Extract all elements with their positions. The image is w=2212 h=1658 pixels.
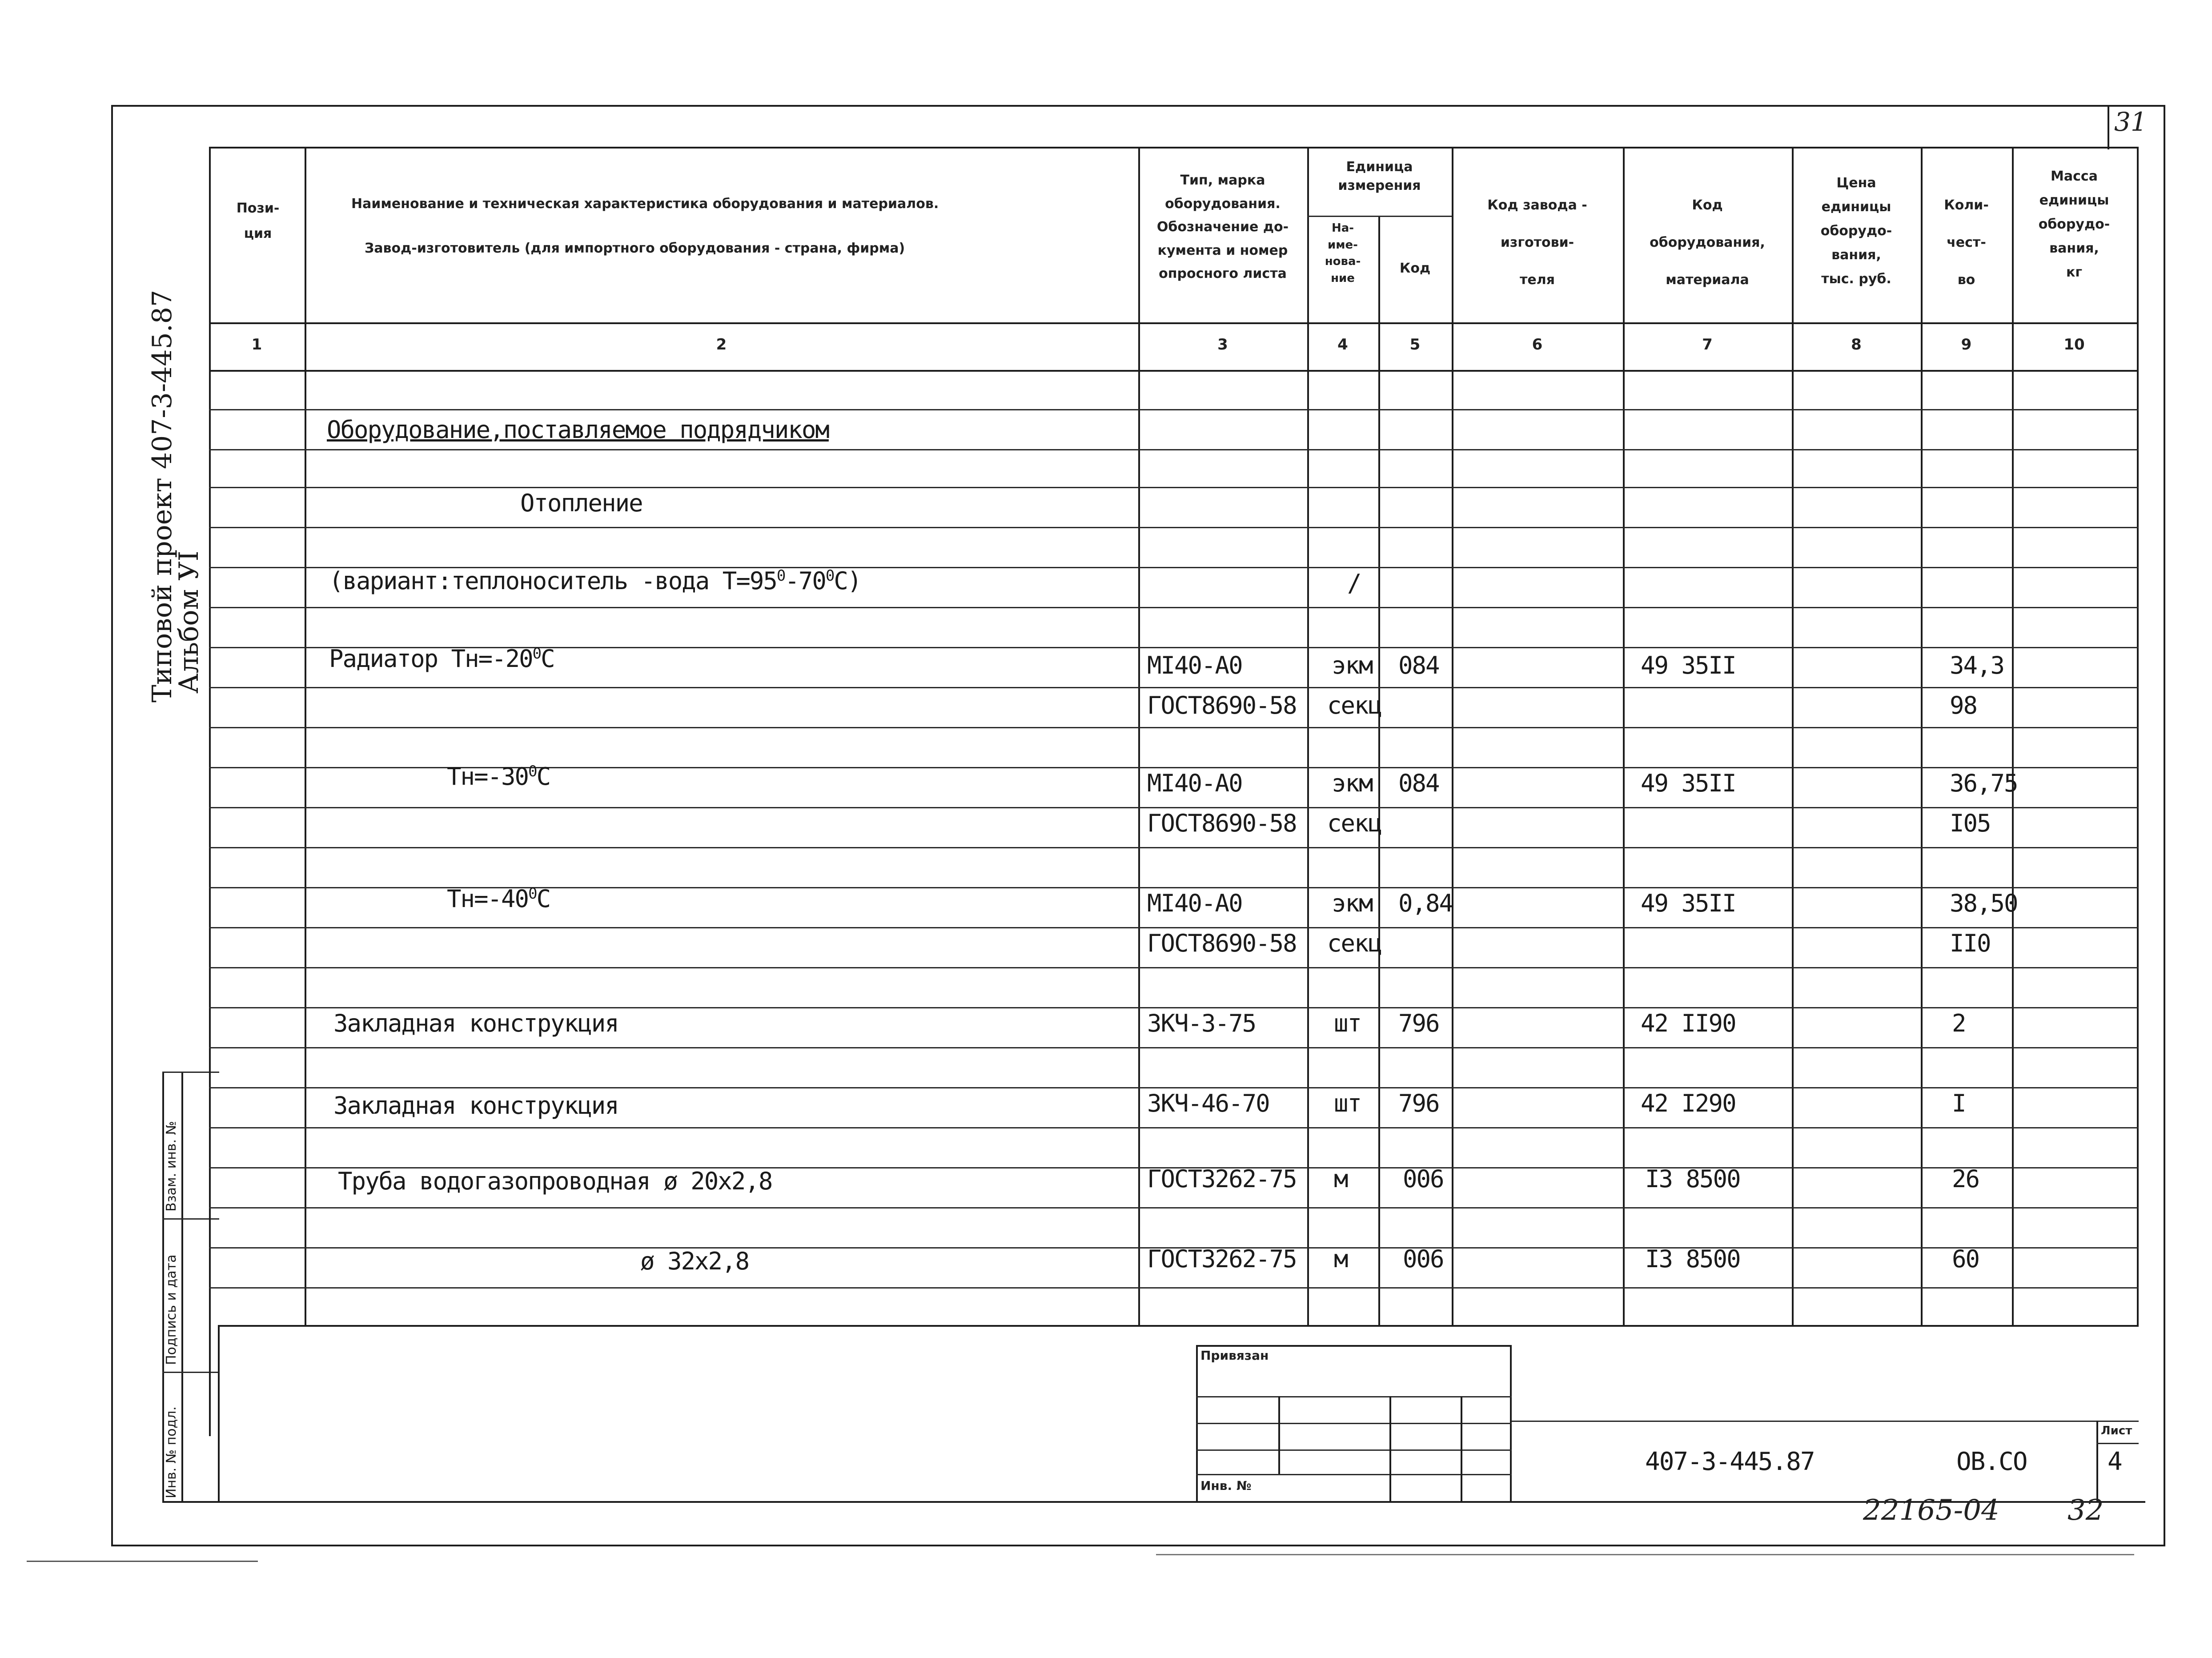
row-line (209, 409, 2139, 410)
rad2b-unit: секц (1327, 809, 1382, 837)
rad1-code: 084 (1398, 651, 1439, 679)
rad3b-qty: II0 (1950, 929, 1991, 957)
privyazan-row2 (1196, 1423, 1512, 1424)
rad3-qty: 38,50 (1950, 889, 2018, 917)
corner-box-divider (2108, 105, 2109, 149)
side-stamp-podpis: Подпись и дата (164, 1254, 179, 1365)
title-block-top (1512, 1421, 2139, 1422)
variant-deg1: 0 (776, 567, 785, 585)
header-unit-group: На- име- нова- ние (1325, 221, 1361, 285)
zk2-unit: шт (1334, 1089, 1361, 1117)
pipe1-type: ГОСТ3262-75 (1147, 1165, 1297, 1193)
zk2-mat-code: 42 I290 (1641, 1089, 1736, 1117)
rad2-code: 084 (1398, 769, 1439, 797)
zk1-type: ЗКЧ-3-75 (1147, 1009, 1256, 1037)
pipe2-qty: 60 (1952, 1245, 1979, 1273)
pipe1-unit: м (1334, 1165, 1348, 1193)
scan-artifact-line-2 (1156, 1554, 2134, 1555)
rad2b-type: ГОСТ8690-58 (1147, 809, 1297, 837)
rad2-type: МI40-А0 (1147, 769, 1242, 797)
pipe2-mat-code: I3 8500 (1645, 1245, 1740, 1273)
rad2-name-pre: Тн=-30 (447, 763, 529, 791)
rad1-qty: 34,3 (1950, 651, 2004, 679)
colnum-5: 5 (1409, 336, 1421, 353)
rad3-name-pre: Тн=-40 (447, 885, 529, 913)
zk1-code: 796 (1398, 1009, 1439, 1037)
rad1b-type: ГОСТ8690-58 (1147, 691, 1297, 719)
header-quantity: Коли- чест- во (1944, 197, 1989, 288)
col-line-1 (305, 147, 306, 1325)
header-unit-code: Код (1399, 261, 1431, 276)
header-factory-code: Код завода - изготови- теля (1487, 197, 1587, 288)
rad1b-qty: 98 (1950, 691, 1977, 719)
page-number-handwritten: 32 (2067, 1494, 2104, 1527)
privyazan-label: Привязан (1200, 1348, 1269, 1363)
zk2-type: ЗКЧ-46-70 (1147, 1089, 1269, 1117)
privyazan-row4 (1196, 1474, 1512, 1475)
variant-pre: (вариант:теплоноситель -вода Т=95 (329, 567, 777, 595)
doc-mark: ОВ.СО (1956, 1447, 2027, 1476)
col-line-4 (1378, 216, 1380, 1325)
rad3-deg: 0 (528, 885, 537, 903)
row-line (209, 927, 2139, 928)
zk2-qty: I (1952, 1089, 1966, 1117)
outer-top-border (111, 105, 2165, 107)
rad1-mat-code: 49 35II (1641, 651, 1736, 679)
header-material-code: Код оборудования, материала (1650, 197, 1765, 288)
row-line (209, 1087, 2139, 1088)
col-line-10 (2137, 147, 2139, 1325)
archive-number: 22165-04 (1863, 1494, 1999, 1527)
row-line (209, 967, 2139, 968)
col-line-9 (2012, 147, 2014, 1325)
rad3b-type: ГОСТ8690-58 (1147, 929, 1297, 957)
section-title: Оборудование,поставляемое подрядчиком (327, 416, 829, 444)
list-box-left (2096, 1421, 2098, 1503)
zk1-unit: шт (1334, 1009, 1361, 1037)
side-title-project: Типовой проект 407-3-445.87 (147, 289, 178, 703)
header-name-line2: Завод-изготовитель (для импортного оборудования - страна, фирма) (365, 241, 905, 256)
variant-post: С) (834, 567, 861, 595)
colnum-1: 1 (251, 336, 262, 353)
colnum-7: 7 (1702, 336, 1713, 353)
zk1-name: Закладная конструкция (333, 1009, 618, 1037)
header-mass: Масса единицы оборудо- вания, кг (2038, 169, 2110, 280)
colnum-4: 4 (1337, 336, 1348, 353)
side-title-album: Альбом УI (173, 550, 205, 694)
rad2-deg: 0 (528, 763, 537, 780)
variant-mid: -70 (785, 567, 826, 595)
row-line (209, 847, 2139, 848)
zk2-code: 796 (1398, 1089, 1439, 1117)
rad3-code: 0,84 (1398, 889, 1453, 917)
privyazan-col3 (1461, 1396, 1462, 1503)
colnum-6: 6 (1532, 336, 1543, 353)
subsection-title: Отопление (520, 489, 642, 517)
rad1-name (329, 645, 554, 673)
table-colnum-bottom (209, 370, 2139, 372)
zk1-qty: 2 (1952, 1009, 1966, 1037)
side-stamp-mid (181, 1072, 183, 1503)
rad3-type: МI40-А0 (1147, 889, 1242, 917)
col-line-8 (1921, 147, 1923, 1325)
col-line-3 (1307, 147, 1309, 1325)
row-line (209, 527, 2139, 528)
pipe2-type: ГОСТ3262-75 (1147, 1245, 1297, 1273)
rad2-name (447, 763, 550, 791)
privyazan-row3 (1196, 1449, 1512, 1451)
outer-left-border (111, 105, 113, 1546)
list-box-divider (2096, 1443, 2139, 1444)
list-label: Лист (2101, 1424, 2132, 1437)
stamp-area-left (218, 1325, 220, 1503)
privyazan-top (1196, 1345, 1512, 1347)
doc-code: 407-3-445.87 (1645, 1447, 1815, 1476)
colnum-10: 10 (2063, 336, 2085, 353)
row-line (209, 807, 2139, 808)
row-line (209, 1287, 2139, 1289)
scan-artifact-line (27, 1561, 258, 1562)
colnum-8: 8 (1851, 336, 1862, 353)
variant-line (329, 567, 861, 595)
list-number: 4 (2108, 1447, 2122, 1476)
rad3-name (447, 885, 550, 913)
header-name-line1: Наименование и техническая характеристика оборудования и материалов. (351, 196, 939, 212)
row-line (209, 687, 2139, 688)
stamp-area-top (218, 1325, 2139, 1327)
row-line (209, 1127, 2139, 1128)
row-line (209, 449, 2139, 450)
rad1-name-post: С (541, 645, 554, 673)
row-line (209, 1007, 2139, 1008)
rad2-qty: 36,75 (1950, 769, 2018, 797)
pipe2-code: 006 (1403, 1245, 1444, 1273)
privyazan-col1 (1278, 1396, 1280, 1474)
rad1-type: МI40-А0 (1147, 651, 1242, 679)
outer-right-border (2164, 105, 2165, 1546)
rad3b-unit: секц (1327, 929, 1382, 957)
colnum-9: 9 (1961, 336, 1972, 353)
header-position: Пози- ция (236, 201, 280, 241)
pipe1-code: 006 (1403, 1165, 1444, 1193)
header-unit-title: Единица измерения (1338, 159, 1421, 193)
col-line-2 (1138, 147, 1140, 1325)
sheet-corner-number: 31 (2114, 107, 2147, 137)
table-header-bottom (209, 322, 2139, 324)
colnum-2: 2 (716, 336, 727, 353)
row-line (209, 607, 2139, 608)
zk2-name: Закладная конструкция (333, 1092, 618, 1120)
row-line (209, 487, 2139, 488)
rad2-mat-code: 49 35II (1641, 769, 1736, 797)
privyazan-row1 (1196, 1396, 1512, 1397)
zk1-mat-code: 42 II90 (1641, 1009, 1736, 1037)
header-type: Тип, марка оборудования. Обозначение до- кумента и номер опросного листа (1156, 173, 1289, 281)
stamp-area-bottom (162, 1501, 2145, 1503)
row-line (209, 1207, 2139, 1208)
side-stamp-inv-podl: Инв. № подл. (164, 1406, 179, 1498)
rad1-unit: экм (1332, 651, 1373, 679)
variant-deg2: 0 (825, 567, 834, 585)
rad2b-qty: I05 (1950, 809, 1991, 837)
pipe1-name: Труба водогазопроводная ø 20х2,8 (338, 1167, 772, 1195)
col-line-6 (1623, 147, 1625, 1325)
colnum-3: 3 (1217, 336, 1228, 353)
privyazan-col2 (1389, 1396, 1391, 1503)
header-price: Цена единицы оборудо- вания, тыс. руб. (1820, 175, 1892, 287)
col-line-5 (1452, 147, 1453, 1325)
pipe2-name: ø 32х2,8 (640, 1247, 749, 1275)
side-stamp-vzam: Взам. инв. № (164, 1121, 179, 1212)
row-line (209, 1047, 2139, 1048)
inv-no-label: Инв. № (1200, 1478, 1252, 1493)
outer-bottom-border (111, 1545, 2165, 1546)
unit-group-divider (1307, 216, 1452, 217)
rad2-unit: экм (1332, 769, 1373, 797)
table-top (209, 147, 2139, 149)
rad1-deg: 0 (532, 645, 541, 662)
rad3-mat-code: 49 35II (1641, 889, 1736, 917)
rad1-name-pre: Радиатор Тн=-20 (329, 645, 533, 673)
rad2-name-post: С (536, 763, 550, 791)
pipe2-unit: м (1334, 1245, 1348, 1273)
rad3-name-post: С (536, 885, 550, 913)
rad3-unit: экм (1332, 889, 1373, 917)
pipe1-qty: 26 (1952, 1165, 1979, 1193)
rad1b-unit: секц (1327, 691, 1382, 719)
pipe1-mat-code: I3 8500 (1645, 1165, 1740, 1193)
row-line (209, 727, 2139, 728)
col-line-7 (1792, 147, 1794, 1325)
variant-unit-mark: / (1347, 569, 1361, 597)
